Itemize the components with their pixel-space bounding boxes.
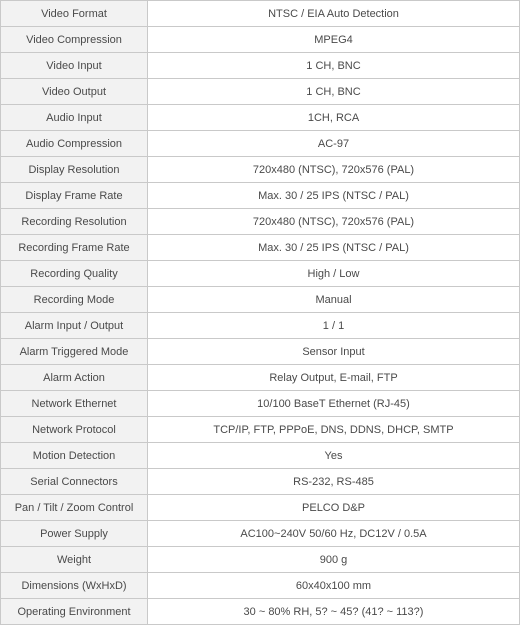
spec-value: 1 CH, BNC <box>148 53 520 79</box>
spec-label: Video Format <box>1 1 148 27</box>
spec-value: PELCO D&P <box>148 495 520 521</box>
spec-value: Yes <box>148 443 520 469</box>
spec-value: Relay Output, E-mail, FTP <box>148 365 520 391</box>
table-row <box>1 469 520 495</box>
table-row <box>1 157 520 183</box>
spec-value: 1CH, RCA <box>148 105 520 131</box>
table-row <box>1 313 520 339</box>
table-row <box>1 365 520 391</box>
spec-label: Video Compression <box>1 27 148 53</box>
spec-value: 720x480 (NTSC), 720x576 (PAL) <box>148 209 520 235</box>
spec-label: Dimensions (WxHxD) <box>1 573 148 599</box>
spec-label: Weight <box>1 547 148 573</box>
spec-label: Network Protocol <box>1 417 148 443</box>
table-row <box>1 183 520 209</box>
spec-value: 720x480 (NTSC), 720x576 (PAL) <box>148 157 520 183</box>
spec-label: Alarm Input / Output <box>1 313 148 339</box>
spec-value: AC100~240V 50/60 Hz, DC12V / 0.5A <box>148 521 520 547</box>
table-row <box>1 599 520 625</box>
spec-label: Motion Detection <box>1 443 148 469</box>
table-row <box>1 105 520 131</box>
spec-value: High / Low <box>148 261 520 287</box>
spec-label: Alarm Action <box>1 365 148 391</box>
table-row <box>1 521 520 547</box>
spec-label: Audio Compression <box>1 131 148 157</box>
spec-value: Max. 30 / 25 IPS (NTSC / PAL) <box>148 183 520 209</box>
table-row <box>1 261 520 287</box>
table-row <box>1 27 520 53</box>
table-row <box>1 209 520 235</box>
spec-value: 10/100 BaseT Ethernet (RJ-45) <box>148 391 520 417</box>
spec-value: 1 CH, BNC <box>148 79 520 105</box>
spec-label: Video Output <box>1 79 148 105</box>
spec-label: Recording Resolution <box>1 209 148 235</box>
spec-label: Serial Connectors <box>1 469 148 495</box>
spec-value: 60x40x100 mm <box>148 573 520 599</box>
table-row <box>1 287 520 313</box>
table-row <box>1 235 520 261</box>
spec-label: Audio Input <box>1 105 148 131</box>
spec-label: Video Input <box>1 53 148 79</box>
spec-label: Network Ethernet <box>1 391 148 417</box>
spec-label: Display Frame Rate <box>1 183 148 209</box>
spec-label: Pan / Tilt / Zoom Control <box>1 495 148 521</box>
spec-value: 30 ~ 80% RH, 5? ~ 45? (41? ~ 113?) <box>148 599 520 625</box>
table-row <box>1 547 520 573</box>
table-row <box>1 79 520 105</box>
spec-value: AC-97 <box>148 131 520 157</box>
spec-label: Display Resolution <box>1 157 148 183</box>
spec-value: 900 g <box>148 547 520 573</box>
table-row <box>1 417 520 443</box>
table-row <box>1 443 520 469</box>
spec-label: Alarm Triggered Mode <box>1 339 148 365</box>
spec-value: TCP/IP, FTP, PPPoE, DNS, DDNS, DHCP, SMTP <box>148 417 520 443</box>
table-row <box>1 339 520 365</box>
spec-value: Manual <box>148 287 520 313</box>
spec-value: 1 / 1 <box>148 313 520 339</box>
table-row <box>1 573 520 599</box>
spec-value: RS-232, RS-485 <box>148 469 520 495</box>
spec-label: Recording Mode <box>1 287 148 313</box>
spec-value: Max. 30 / 25 IPS (NTSC / PAL) <box>148 235 520 261</box>
table-row <box>1 1 520 27</box>
spec-value: Sensor Input <box>148 339 520 365</box>
spec-value: NTSC / EIA Auto Detection <box>148 1 520 27</box>
spec-value: MPEG4 <box>148 27 520 53</box>
table-row <box>1 131 520 157</box>
spec-label: Operating Environment <box>1 599 148 625</box>
spec-label: Power Supply <box>1 521 148 547</box>
spec-label: Recording Frame Rate <box>1 235 148 261</box>
table-row <box>1 391 520 417</box>
table-row <box>1 53 520 79</box>
table-row <box>1 495 520 521</box>
specification-table-body <box>1 1 520 625</box>
spec-label: Recording Quality <box>1 261 148 287</box>
